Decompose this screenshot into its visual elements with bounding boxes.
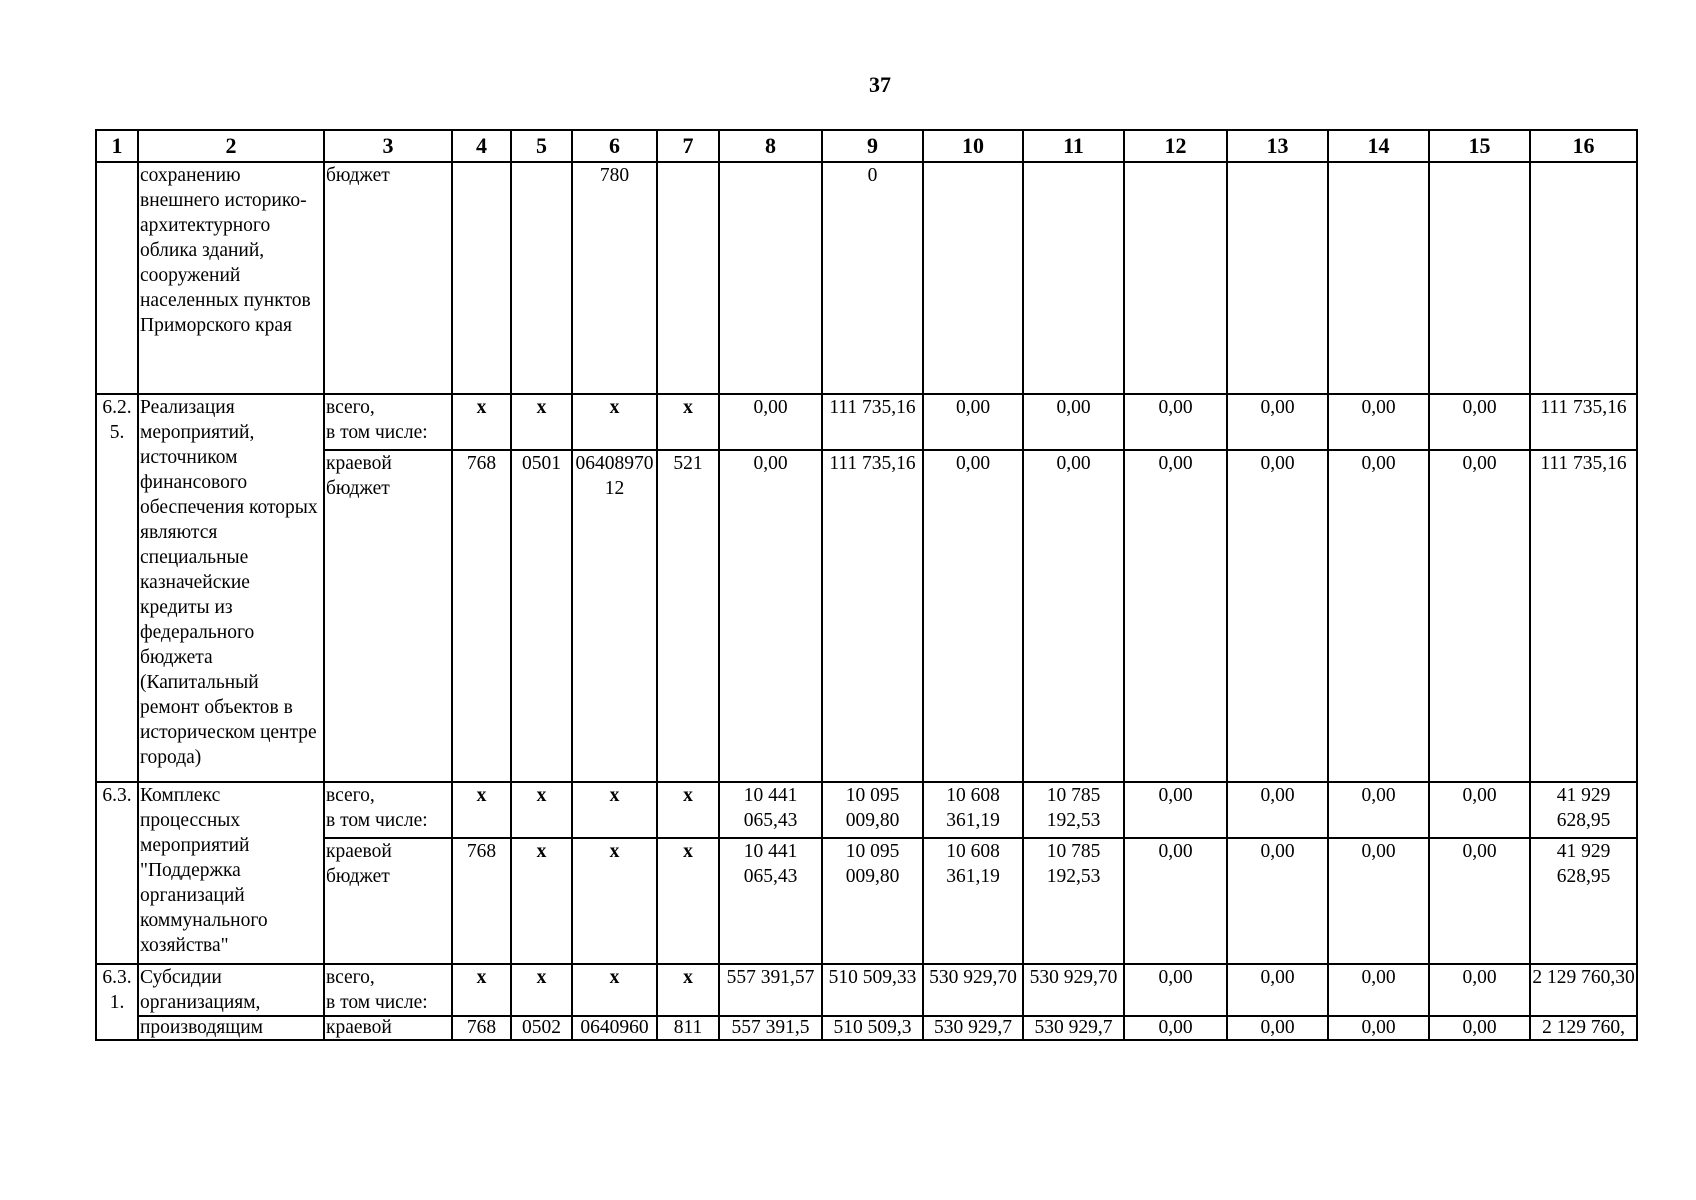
column-number: 12 bbox=[1124, 130, 1227, 162]
column-number: 3 bbox=[324, 130, 452, 162]
cell-value: 0,00 bbox=[1227, 394, 1328, 450]
cell-value: 0,00 bbox=[1124, 964, 1227, 1016]
table-row bbox=[96, 782, 1637, 838]
cell-value: 530 929,70 bbox=[923, 964, 1023, 1016]
cell-value: 0,00 bbox=[1429, 782, 1530, 838]
column-number: 6 bbox=[572, 130, 657, 162]
table-row bbox=[96, 450, 1637, 782]
cell bbox=[923, 162, 1023, 394]
cell bbox=[1429, 162, 1530, 394]
cell-value: 0,00 bbox=[719, 450, 822, 782]
cell-x: х bbox=[511, 782, 572, 838]
cell bbox=[1023, 162, 1124, 394]
cell-x: х bbox=[657, 782, 719, 838]
table-row bbox=[96, 838, 1637, 964]
cell-x: х bbox=[572, 838, 657, 964]
cell-value: 0,00 bbox=[1227, 450, 1328, 782]
cell-value: 510 509,3 bbox=[822, 1016, 923, 1040]
column-number: 13 bbox=[1227, 130, 1328, 162]
cell-value: 557 391,5 bbox=[719, 1016, 822, 1040]
column-number: 1 bbox=[96, 130, 138, 162]
cell-x: х bbox=[452, 964, 511, 1016]
cell-target-code: 780 bbox=[572, 162, 657, 394]
column-number: 9 bbox=[822, 130, 923, 162]
cell-code: 768 bbox=[452, 838, 511, 964]
activity-name: производящим bbox=[138, 1016, 324, 1040]
cell-x: х bbox=[511, 964, 572, 1016]
cell-value: 0,00 bbox=[1429, 964, 1530, 1016]
funding-source bbox=[324, 964, 452, 1016]
cell-value: 0,00 bbox=[1023, 450, 1124, 782]
cell-value: 0,00 bbox=[1227, 782, 1328, 838]
funding-source-line: всего, bbox=[326, 967, 375, 988]
cell-value: 0,00 bbox=[1227, 838, 1328, 964]
budget-table bbox=[95, 129, 1638, 1041]
column-number: 10 bbox=[923, 130, 1023, 162]
cell bbox=[1227, 162, 1328, 394]
cell-value: 0,00 bbox=[1124, 838, 1227, 964]
cell-value: 0,00 bbox=[1429, 1016, 1530, 1040]
funding-source bbox=[324, 782, 452, 838]
cell-x: х bbox=[511, 838, 572, 964]
cell-value: 0,00 bbox=[923, 450, 1023, 782]
cell-code: 811 bbox=[657, 1016, 719, 1040]
cell-value: 0,00 bbox=[1124, 394, 1227, 450]
cell bbox=[1124, 162, 1227, 394]
column-number: 7 bbox=[657, 130, 719, 162]
cell-code: 768 bbox=[452, 450, 511, 782]
cell-value: 111 735,16 bbox=[822, 450, 923, 782]
cell-x: х bbox=[572, 964, 657, 1016]
column-number: 4 bbox=[452, 130, 511, 162]
cell-value: 0,00 bbox=[1328, 394, 1429, 450]
cell-x: х bbox=[452, 782, 511, 838]
cell-value: 10 608 361,19 bbox=[923, 782, 1023, 838]
table-row bbox=[96, 964, 1637, 1016]
cell bbox=[1530, 162, 1637, 394]
activity-name: Комплекс процессных мероприятий "Поддержка организаций коммунального хозяйства" bbox=[138, 782, 324, 964]
cell-total: 41 929 628,95 bbox=[1530, 782, 1637, 838]
cell-value: 10 441 065,43 bbox=[719, 838, 822, 964]
funding-source: краевой бюджет bbox=[324, 838, 452, 964]
cell bbox=[511, 162, 572, 394]
cell-code: 0502 bbox=[511, 1016, 572, 1040]
cell-x: х bbox=[511, 394, 572, 450]
funding-source-line: всего, bbox=[326, 397, 375, 418]
cell-value: 0,00 bbox=[1124, 1016, 1227, 1040]
row-index: 6.3. bbox=[96, 782, 138, 964]
funding-source-line: в том числе: bbox=[326, 422, 428, 443]
table-row bbox=[96, 1016, 1637, 1040]
cell-x: х bbox=[657, 838, 719, 964]
column-number: 5 bbox=[511, 130, 572, 162]
funding-source-line: всего, bbox=[326, 785, 375, 806]
column-number: 16 bbox=[1530, 130, 1637, 162]
funding-source: краевой bbox=[324, 1016, 452, 1040]
funding-source-line: в том числе: bbox=[326, 810, 428, 831]
cell-x: х bbox=[657, 394, 719, 450]
cell bbox=[452, 162, 511, 394]
cell-value: 10 785 192,53 bbox=[1023, 782, 1124, 838]
cell-value: 0,00 bbox=[1124, 450, 1227, 782]
cell-total: 111 735,16 bbox=[1530, 450, 1637, 782]
funding-source: краевой бюджет bbox=[324, 450, 452, 782]
cell-code: 521 bbox=[657, 450, 719, 782]
activity-name-line: Субсидии организациям, bbox=[140, 967, 261, 1013]
table-row bbox=[96, 394, 1637, 450]
cell-value: 0,00 bbox=[1429, 450, 1530, 782]
cell-value: 0,00 bbox=[1328, 1016, 1429, 1040]
cell-value: 10 441 065,43 bbox=[719, 782, 822, 838]
cell-x: х bbox=[452, 394, 511, 450]
cell-value: 0,00 bbox=[1429, 394, 1530, 450]
cell-value: 0,00 bbox=[1023, 394, 1124, 450]
cell-value: 0,00 bbox=[1227, 1016, 1328, 1040]
row-index: 6.2.5. bbox=[96, 394, 138, 782]
cell-total: 2 129 760, bbox=[1530, 1016, 1637, 1040]
cell-code: 0640960 bbox=[572, 1016, 657, 1040]
cell bbox=[719, 162, 822, 394]
cell-value: 0,00 bbox=[719, 394, 822, 450]
page-number: 37 bbox=[869, 72, 891, 97]
cell-x: х bbox=[572, 782, 657, 838]
cell bbox=[1328, 162, 1429, 394]
cell-value: 530 929,70 bbox=[1023, 964, 1124, 1016]
cell-total: 2 129 760,30 bbox=[1530, 964, 1637, 1016]
activity-name: сохранению внешнего историко-архитектурного облика зданий, сооружений населенных пунктов Приморского края bbox=[138, 162, 324, 394]
column-number: 14 bbox=[1328, 130, 1429, 162]
cell-value: 0,00 bbox=[1328, 450, 1429, 782]
cell-value: 0,00 bbox=[923, 394, 1023, 450]
table-row bbox=[96, 162, 1637, 394]
cell-value: 0,00 bbox=[1328, 964, 1429, 1016]
column-number: 11 bbox=[1023, 130, 1124, 162]
cell-x: х bbox=[572, 394, 657, 450]
activity-name bbox=[138, 964, 324, 1016]
cell-value: 510 509,33 bbox=[822, 964, 923, 1016]
cell-value: 0,00 bbox=[1328, 782, 1429, 838]
cell-value: 0,00 bbox=[1328, 838, 1429, 964]
cell-value: 0 bbox=[822, 162, 923, 394]
funding-source: бюджет bbox=[324, 162, 452, 394]
row-index: 6.3.1. bbox=[96, 964, 138, 1040]
cell-total: 111 735,16 bbox=[1530, 394, 1637, 450]
column-number: 8 bbox=[719, 130, 822, 162]
cell-value: 111 735,16 bbox=[822, 394, 923, 450]
cell-total: 41 929 628,95 bbox=[1530, 838, 1637, 964]
cell-code: 768 bbox=[452, 1016, 511, 1040]
cell-x: х bbox=[657, 964, 719, 1016]
cell-value: 10 608 361,19 bbox=[923, 838, 1023, 964]
cell-value: 0,00 bbox=[1124, 782, 1227, 838]
cell-value: 10 785 192,53 bbox=[1023, 838, 1124, 964]
column-number: 15 bbox=[1429, 130, 1530, 162]
column-number-row bbox=[96, 130, 1637, 162]
activity-name: Реализация мероприятий, источником финансового обеспечения которых являются специальные казначейские кредиты из федерального бюджета (Капитальный ремонт объектов в историческом центре города) bbox=[138, 394, 324, 782]
cell-index bbox=[96, 162, 138, 394]
cell-code: 0640897012 bbox=[572, 450, 657, 782]
cell-value: 530 929,7 bbox=[1023, 1016, 1124, 1040]
cell-value: 10 095 009,80 bbox=[822, 782, 923, 838]
cell bbox=[657, 162, 719, 394]
cell-code: 0501 bbox=[511, 450, 572, 782]
cell-value: 10 095 009,80 bbox=[822, 838, 923, 964]
cell-value: 557 391,57 bbox=[719, 964, 822, 1016]
cell-value: 0,00 bbox=[1429, 838, 1530, 964]
cell-value: 530 929,7 bbox=[923, 1016, 1023, 1040]
cell-value: 0,00 bbox=[1227, 964, 1328, 1016]
funding-source bbox=[324, 394, 452, 450]
column-number: 2 bbox=[138, 130, 324, 162]
funding-source-line: в том числе: bbox=[326, 992, 428, 1013]
